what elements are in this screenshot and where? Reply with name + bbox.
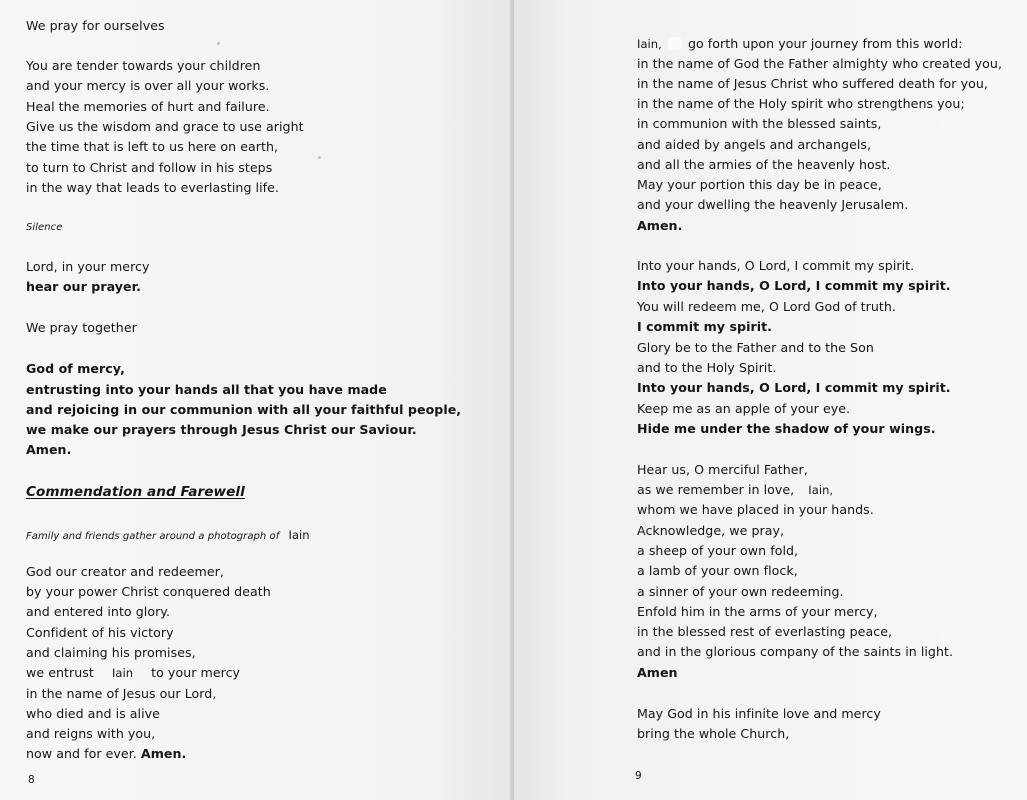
responsory-line: Hide me under the shadow of your wings. [637, 421, 936, 436]
farewell-line: in the name of the Holy spirit who strengthens you; [637, 96, 965, 111]
prayer-line: a sinner of your own redeeming. [637, 584, 844, 599]
farewell-line: May your portion this day be in peace, [637, 177, 882, 192]
farewell-line: and aided by angels and archangels, [637, 137, 872, 152]
farewell-text: go forth upon your journey from this world: [687, 36, 963, 51]
prayer-line: a sheep of your own fold, [637, 543, 799, 558]
prayer-line: Acknowledge, we pray, [637, 523, 785, 538]
section-label: We pray for ourselves [26, 18, 165, 33]
name-insert: Iain, [808, 483, 834, 497]
responsory-line: Glory be to the Father and to the Son [637, 340, 874, 355]
farewell-line: in the name of God the Father almighty who created you, [637, 56, 1003, 71]
collect-line: God of mercy, [26, 361, 125, 376]
page-number: 8 [28, 774, 35, 786]
collect-line: we make our prayers through Jesus Christ our Saviour. [26, 422, 417, 437]
prayer-line: the time that is left to us here on earth, [26, 139, 279, 154]
collect-line: and rejoicing in our communion with all your faithful people, [26, 402, 462, 417]
prayer-line: and your mercy is over all your works. [26, 78, 270, 93]
rubric-text: Family and friends gather around a photograph of [26, 531, 280, 542]
name-insert: Iain [111, 666, 134, 680]
silence-rubric: Silence [26, 222, 63, 233]
section-heading: Commendation and Farewell [26, 484, 245, 500]
prayer-line: Give us the wisdom and grace to use aright [26, 119, 304, 134]
responsory-line: You will redeem me, O Lord God of truth. [637, 299, 896, 314]
farewell-line: and your dwelling the heavenly Jerusalem. [637, 197, 909, 212]
section-label: We pray together [26, 320, 137, 335]
correction-mark [668, 37, 682, 50]
entrust-text: to your mercy [151, 665, 241, 680]
commendation-line: and claiming his promises, [26, 645, 196, 660]
response: hear our prayer. [26, 279, 141, 294]
name-insert: Iain, [637, 37, 662, 51]
blessing-line: bring the whole Church, [637, 726, 790, 741]
commendation-line: Confident of his victory [26, 625, 174, 640]
prayer-line: and in the glorious company of the saints in light. [637, 644, 954, 659]
responsory-line: I commit my spirit. [637, 319, 772, 334]
prayer-line [637, 482, 833, 498]
prayer-line: a lamb of your own flock, [637, 563, 798, 578]
collect-amen: Amen. [26, 442, 72, 457]
commendation-line: in the name of Jesus our Lord, [26, 686, 217, 701]
commendation-line [26, 665, 240, 681]
rubric-photograph [26, 527, 310, 545]
versicle: Lord, in your mercy [26, 259, 150, 274]
prayer-line: Hear us, O merciful Father, [637, 462, 808, 477]
commendation-line [26, 746, 186, 762]
commendation-line: and reigns with you, [26, 726, 156, 741]
farewell-line: and all the armies of the heavenly host. [637, 157, 891, 172]
responsory-line: Into your hands, O Lord, I commit my spirit. [637, 278, 951, 293]
commendation-line: and entered into glory. [26, 604, 171, 619]
prayer-amen: Amen [637, 665, 678, 680]
final-amen: Amen. [140, 746, 187, 761]
name-insert: Iain [288, 528, 310, 542]
left-page [0, 0, 512, 800]
paper-speck [318, 156, 321, 159]
responsory-line: Into your hands, O Lord, I commit my spirit. [637, 380, 951, 395]
final-text: now and for ever. [26, 746, 137, 761]
prayer-line: in the blessed rest of everlasting peace, [637, 624, 893, 639]
commendation-line: God our creator and redeemer, [26, 564, 224, 579]
prayer-line: You are tender towards your children [26, 58, 261, 73]
prayer-line: Heal the memories of hurt and failure. [26, 99, 270, 114]
responsory-line: Keep me as an apple of your eye. [637, 401, 851, 416]
prayer-line: to turn to Christ and follow in his steps [26, 160, 273, 175]
prayer-line: whom we have placed in your hands. [637, 502, 874, 517]
farewell-amen: Amen. [637, 218, 683, 233]
prayer-text: as we remember in love, [637, 482, 795, 497]
page-number: 9 [635, 770, 642, 782]
responsory-line: and to the Holy Spirit. [637, 360, 777, 375]
entrust-text: we entrust [26, 665, 94, 680]
responsory-line: Into your hands, O Lord, I commit my spirit. [637, 258, 915, 273]
paper-speck [217, 42, 220, 45]
farewell-line: in communion with the blessed saints, [637, 116, 882, 131]
collect-line: entrusting into your hands all that you have made [26, 382, 387, 397]
commendation-line: by your power Christ conquered death [26, 584, 271, 599]
farewell-line: in the name of Jesus Christ who suffered death for you, [637, 76, 988, 91]
farewell-line [637, 36, 963, 52]
prayer-line: in the way that leads to everlasting life. [26, 180, 279, 195]
prayer-line: Enfold him in the arms of your mercy, [637, 604, 878, 619]
commendation-line: who died and is alive [26, 706, 160, 721]
blessing-line: May God in his infinite love and mercy [637, 706, 881, 721]
right-page [514, 0, 1027, 800]
